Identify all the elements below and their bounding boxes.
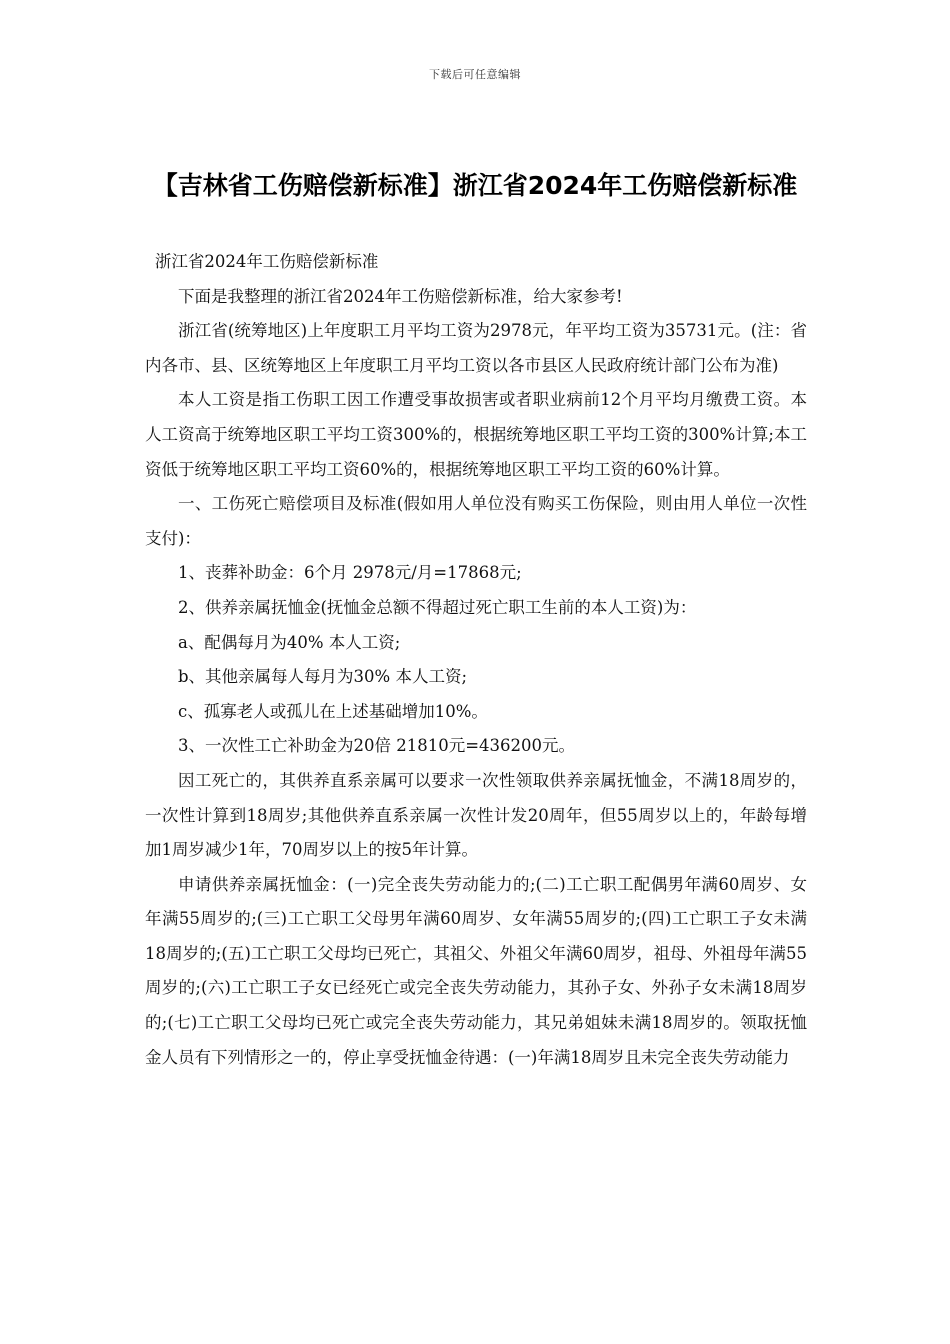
average-wage-paragraph: 浙江省(统筹地区)上年度职工月平均工资为2978元，年平均工资为35731元。(注：省内各市、县、区统筹地区上年度职工月平均工资以各市县区人民政府统计部门公布为准)	[145, 321, 807, 375]
personal-wage-paragraph: 本人工资是指工伤职工因工作遭受事故损害或者职业病前12个月平均月缴费工资。本人工资高于统筹地区职工平均工资300%的，根据统筹地区职工平均工资的300%计算;本工资低于统筹地区职工平均工资60%的，根据统筹地区职工平均工资的60%计算。	[145, 390, 807, 479]
list-item-lump-sum-subsidy: 3、一次性工亡补助金为20倍 21810元=436200元。	[178, 736, 576, 756]
list-item-orphans-elderly: c、孤寡老人或孤儿在上述基础增加10%。	[178, 701, 488, 721]
list-item-spouse: a、配偶每月为40% 本人工资;	[178, 632, 401, 652]
document-body	[145, 245, 807, 1075]
list-item-funeral-subsidy: 1、丧葬补助金：6个月 2978元/月=17868元;	[178, 563, 522, 583]
section-heading-death-compensation: 一、工伤死亡赔偿项目及标准(假如用人单位没有购买工伤保险，则由用人单位一次性支付)：	[145, 494, 807, 548]
list-item-other-relatives: b、其他亲属每人每月为30% 本人工资;	[178, 667, 468, 687]
list-item-dependent-pension: 2、供养亲属抚恤金(抚恤金总额不得超过死亡职工生前的本人工资)为：	[178, 597, 697, 617]
pension-eligibility-paragraph: 申请供养亲属抚恤金：(一)完全丧失劳动能力的;(二)工亡职工配偶男年满60周岁、女年满55周岁的;(三)工亡职工父母男年满60周岁、女年满55周岁的;(四)工亡职工子女未满18周岁的;(五)工亡职工父母均已死亡，其祖父、外祖父年满60周岁，祖母、外祖母年满55周岁的;(六)工亡职工子女已经死亡或完全丧失劳动能力，其孙子女、外孙子女未满18周岁的;(七)工亡职工父母均已死亡或完全丧失劳动能力，其兄弟姐妹未满18周岁的。领取抚恤金人员有下列情形之一的，停止享受抚恤金待遇：(一)年满18周岁且未完全丧失劳动能力	[145, 874, 807, 1067]
intro-paragraph: 下面是我整理的浙江省2024年工伤赔偿新标准，给大家参考!	[178, 286, 623, 306]
document-title: 【吉林省工伤赔偿新标准】浙江省2024年工伤赔偿新标准	[152, 170, 798, 200]
subtitle-paragraph: 浙江省2024年工伤赔偿新标准	[154, 252, 379, 271]
page-header-note: 下载后可任意编辑	[429, 68, 521, 81]
lump-sum-pension-paragraph: 因工死亡的，其供养直系亲属可以要求一次性领取供养亲属抚恤金，不满18周岁的，一次性计算到18周岁;其他供养直系亲属一次性计发20周年，但55周岁以上的，年龄每增加1周岁减少1年，70周岁以上的按5年计算。	[145, 770, 807, 860]
